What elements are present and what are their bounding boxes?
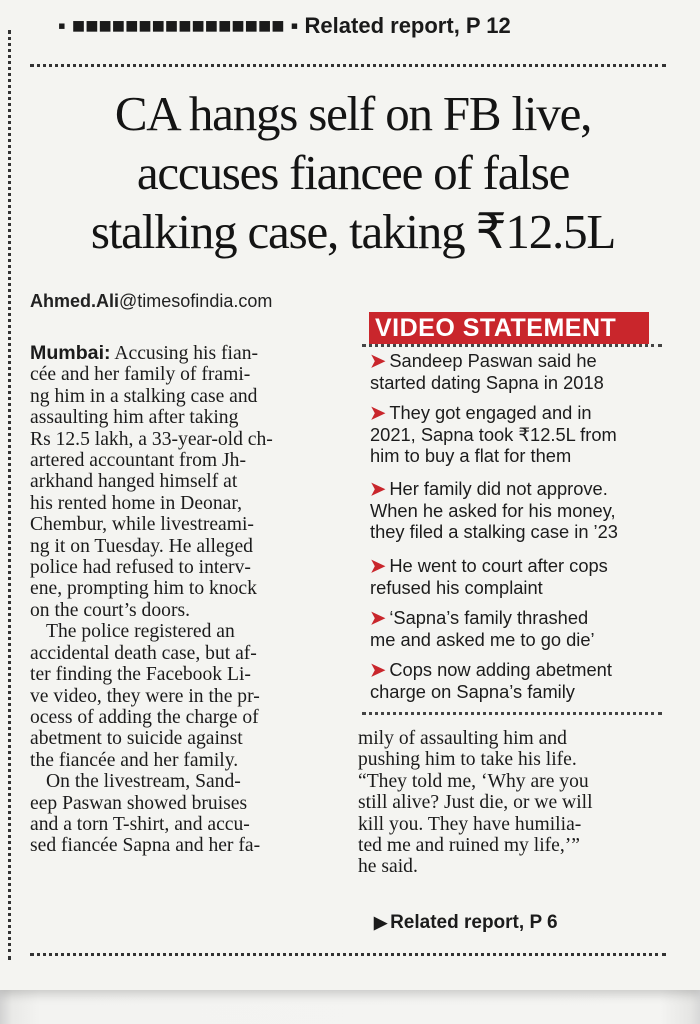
- bullet-text: When he asked for his money,: [370, 499, 616, 521]
- article-line: Chembur, while livestreami-: [30, 514, 254, 536]
- article-line: accidental death case, but af-: [30, 642, 257, 664]
- video-statement-title: VIDEO STATEMENT: [369, 312, 649, 344]
- bullet-text: him to buy a flat for them: [370, 445, 572, 466]
- bullet-text: refused his complaint: [370, 576, 543, 598]
- article-line: “They told me, ‘Why are you: [358, 770, 589, 792]
- video-statement-box: [362, 344, 662, 710]
- article-line: cée and her family of frami-: [30, 364, 251, 386]
- top-strip-cutoff: [58, 13, 658, 44]
- article-line: kill you. They have humilia-: [358, 813, 582, 835]
- arrow-icon: ➤: [370, 607, 386, 628]
- headline-line-1: CA hangs self on FB live,: [114, 86, 592, 141]
- article-line: Rs 12.5 lakh, a 33-year-old ch-: [30, 428, 273, 450]
- article-line: ng him in a stalking case and: [30, 385, 258, 407]
- article-line: police had refused to interv-: [30, 557, 251, 579]
- article-line: ve video, they were in the pr-: [30, 685, 260, 707]
- article-line: The police registered an: [46, 621, 235, 643]
- article-column-2: [358, 728, 668, 878]
- headline-line-2: accuses fiancee of false: [136, 145, 570, 200]
- article-line: and a torn T-shirt, and accu-: [30, 813, 250, 835]
- bullet-text: Sandeep Paswan said he: [389, 350, 597, 371]
- bullet-text: charge on Sapna’s family: [370, 680, 575, 702]
- bullet-text: 2021, Sapna took ₹12.5L from: [370, 423, 617, 445]
- headline-line-3: stalking case, taking ₹12.5L: [90, 204, 616, 259]
- statement-bullet-5: [370, 607, 595, 650]
- statement-bullet-6: [370, 659, 612, 702]
- byline-domain: @timesofindia.com: [119, 291, 273, 311]
- bottom-dotted-rule: [30, 953, 666, 956]
- play-triangle-icon: ▶: [374, 913, 388, 932]
- statement-bullet-2: [370, 402, 617, 467]
- bullet-text: He went to court after cops: [389, 555, 608, 576]
- article-line: on the court’s doors.: [30, 599, 190, 621]
- bullet-text: started dating Sapna in 2018: [370, 371, 604, 393]
- article-line: On the livestream, Sand-: [46, 771, 241, 793]
- article-line: arkhand hanged himself at: [30, 471, 238, 493]
- article-line: pushing him to take his life.: [358, 749, 577, 771]
- headline: [18, 84, 688, 261]
- article-line: his rented home in Deonar,: [30, 492, 242, 514]
- arrow-icon: ➤: [370, 478, 386, 499]
- statement-bullet-1: [370, 350, 604, 393]
- arrow-icon: ➤: [370, 659, 386, 680]
- article-line: sed fiancée Sapna and her fa-: [30, 835, 261, 857]
- top-strip-text: ▪ ■■■■■■■■■■■■■■■■ ▪ Related report, P 12: [58, 13, 511, 38]
- article-line: ter finding the Facebook Li-: [30, 664, 251, 686]
- bullet-text: they filed a stalking case in ’23: [370, 521, 618, 542]
- article-line: he said.: [358, 856, 418, 878]
- bullet-text: They got engaged and in: [389, 402, 592, 423]
- statement-bullet-4: [370, 555, 608, 598]
- bullet-text: Cops now adding abetment: [389, 659, 612, 680]
- article-line: artered accountant from Jh-: [30, 450, 246, 472]
- article-line: ng it on Tuesday. He alleged: [30, 535, 253, 557]
- article-line: still alive? Just die, or we will: [358, 792, 593, 814]
- top-dotted-rule: [30, 64, 666, 67]
- byline-name: Ahmed.Ali: [30, 291, 120, 311]
- article-line: assaulting him after taking: [30, 407, 239, 429]
- left-dotted-border: [8, 30, 11, 960]
- dateline: Mumbai:: [30, 342, 111, 364]
- byline: [30, 291, 272, 312]
- article-line: ene, prompting him to knock: [30, 578, 257, 600]
- bullet-text: me and asked me to go die’: [370, 628, 595, 650]
- arrow-icon: ➤: [370, 402, 386, 423]
- bullet-text: Her family did not approve.: [389, 478, 608, 499]
- related-report-link[interactable]: [374, 912, 558, 934]
- article-line: the fiancée and her family.: [30, 749, 239, 771]
- article-line: abetment to suicide against: [30, 728, 243, 750]
- article-column-1: [30, 343, 348, 857]
- bullet-text: ‘Sapna’s family thrashed: [389, 607, 589, 628]
- article-line: mily of assaulting him and: [358, 728, 567, 749]
- article-line: ocess of adding the charge of: [30, 706, 259, 728]
- arrow-icon: ➤: [370, 555, 386, 576]
- box-bottom-rule: [362, 712, 662, 715]
- related-report-text: Related report, P 6: [390, 912, 558, 933]
- article-line: eep Paswan showed bruises: [30, 792, 248, 814]
- article-line: Accusing his fian-: [110, 343, 259, 364]
- statement-bullet-3: [370, 478, 618, 543]
- arrow-icon: ➤: [370, 350, 386, 371]
- article-line: ted me and ruined my life,’”: [358, 835, 580, 857]
